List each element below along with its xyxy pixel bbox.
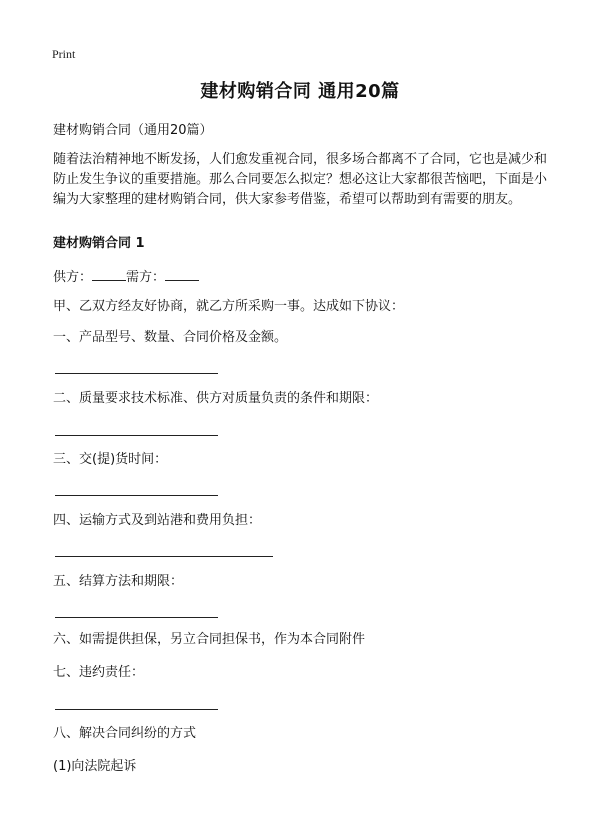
clause-5-blank — [55, 617, 218, 618]
agreement-text: 甲、乙双方经友好协商，就乙方所采购一事。达成如下协议： — [53, 299, 405, 314]
buyer-blank — [165, 268, 199, 281]
clause-4-blank — [55, 556, 273, 557]
buyer-label: 需方： — [126, 270, 166, 285]
clause-7: 七、违约责任： — [53, 665, 145, 680]
intro-paragraph: 随着法治精神地不断发扬，人们愈发重视合同，很多场合都离不了合同，它也是减少和防止发生争议的重要措施。那么合同要怎么拟定？想必这让大家都很苦恼吧，下面是小编为大家整理的建材购销合同，供大家参考借鉴，希望可以帮助到有需要的朋友。 — [53, 152, 548, 207]
supplier-label: 供方： — [53, 270, 93, 285]
clause-3-blank — [55, 495, 218, 496]
clause-6: 六、如需提供担保，另立合同担保书，作为本合同附件 — [53, 632, 366, 647]
clause-4: 四、运输方式及到站港和费用负担： — [53, 513, 262, 528]
clause-7-blank — [55, 709, 218, 710]
section-heading: 建材购销合同 1 — [53, 236, 145, 251]
page-title: 建材购销合同 通用20篇 — [200, 81, 400, 102]
document-subtitle: 建材购销合同（通用20篇） — [53, 123, 213, 138]
clause-1-blank — [55, 373, 218, 374]
parties-line — [53, 268, 199, 287]
supplier-blank — [92, 268, 126, 281]
clause-1: 一、产品型号、数量、合同价格及金额。 — [53, 330, 288, 345]
clause-2-blank — [55, 435, 218, 436]
print-link[interactable]: Print — [52, 47, 76, 61]
clause-8: 八、解决合同纠纷的方式 — [53, 726, 197, 741]
clause-5: 五、结算方法和期限： — [53, 574, 184, 589]
clause-2: 二、质量要求技术标准、供方对质量负责的条件和期限： — [53, 391, 379, 406]
clause-8-item-1: (1)向法院起诉 — [53, 759, 137, 774]
clause-3: 三、交(提)货时间： — [53, 452, 168, 467]
